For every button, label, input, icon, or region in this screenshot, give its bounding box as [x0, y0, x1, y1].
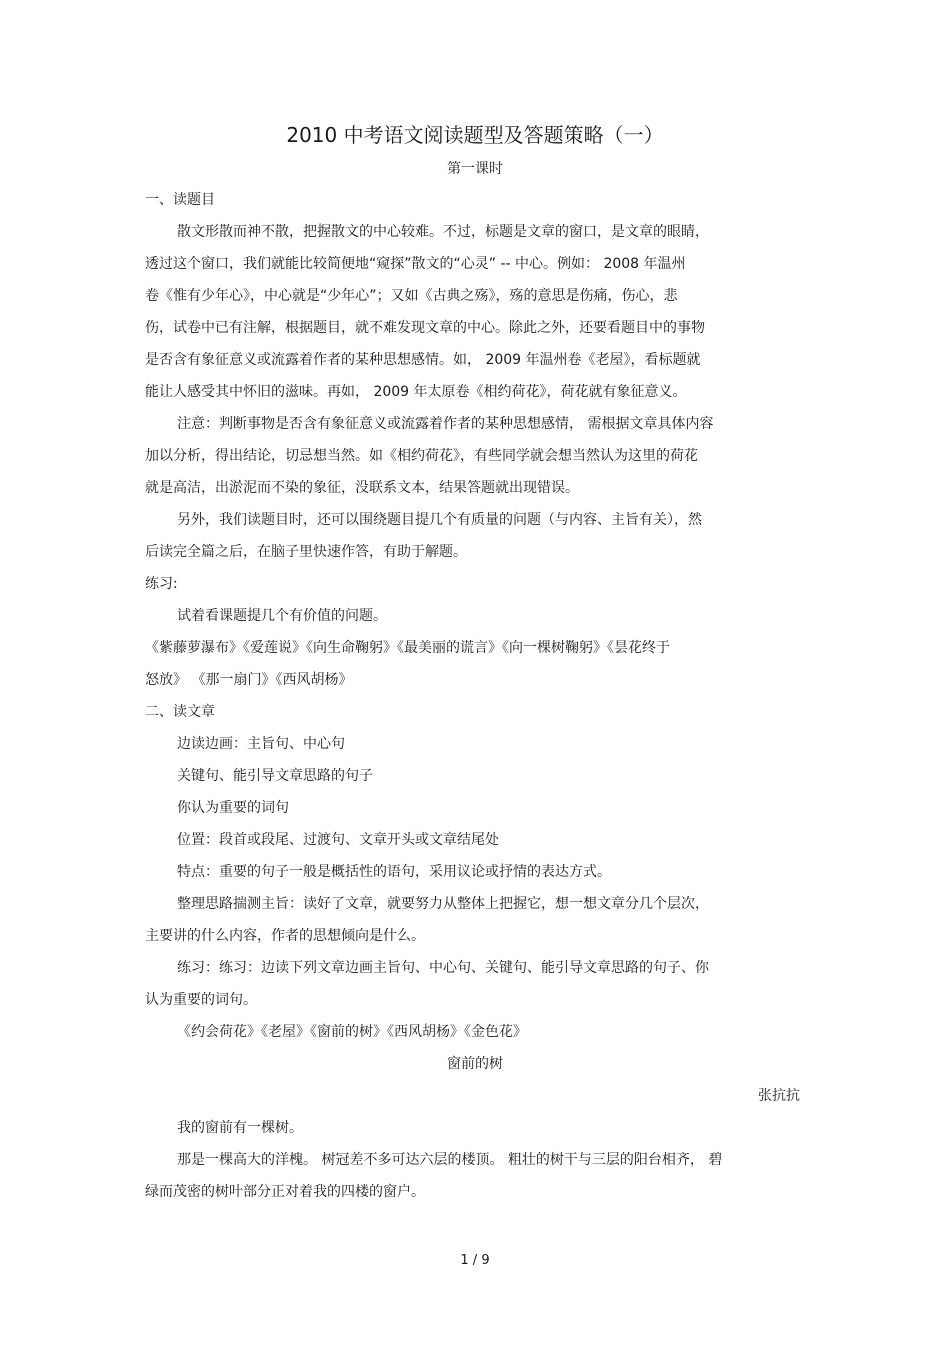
- paragraph-line: 认为重要的词句。: [145, 992, 257, 1008]
- document-title: 2010 中考语文阅读题型及答题策略（一）: [286, 123, 664, 147]
- article-paragraph: 我的窗前有一棵树。: [177, 1120, 303, 1136]
- list-item: 你认为重要的词句: [177, 800, 289, 816]
- paragraph-line: 是否含有象征意义或流露着作者的某种思想感情。如， 2009 年温州卷《老屋》，看标题就: [145, 352, 701, 368]
- exercise-task: 试着看课题提几个有价值的问题。: [177, 608, 387, 624]
- note-line: 加以分析，得出结论，切忌想当然。如《相约荷花》，有些同学就会想当然认为这里的荷花: [145, 448, 698, 464]
- paragraph-line: 能让人感受其中怀旧的滋味。再如， 2009 年太原卷《相约荷花》，荷花就有象征意义。: [145, 384, 687, 400]
- list-item: 边读边画：主旨句、中心句: [177, 736, 345, 752]
- note-line: 注意：判断事物是否含有象征意义或流露着作者的某种思想感情， 需根据文章具体内容: [177, 416, 714, 432]
- list-item: 特点：重要的句子一般是概括性的语句，采用议论或抒情的表达方式。: [177, 864, 611, 880]
- paragraph-line: 整理思路揣测主旨：读好了文章，就要努力从整体上把握它，想一想文章分几个层次，: [177, 896, 709, 912]
- paragraph-line: 主要讲的什么内容，作者的思想倾向是什么。: [145, 928, 425, 944]
- paragraph-line: 另外，我们读题目时，还可以围绕题目提几个有质量的问题（与内容、主旨有关），然: [177, 512, 702, 528]
- document-subtitle: 第一课时: [447, 161, 503, 177]
- paragraph-line: 散文形散而神不散，把握散文的中心较难。不过，标题是文章的窗口，是文章的眼睛，: [177, 224, 709, 240]
- section-heading-2: 二、读文章: [145, 704, 215, 720]
- exercise-titles: 《紫藤萝瀑布》《爱莲说》《向生命鞠躬》《最美丽的谎言》《向一棵树鞠躬》《昙花终于: [145, 640, 670, 656]
- paragraph-line: 卷《惟有少年心》，中心就是“少年心”；又如《古典之殇》，殇的意思是伤痛，伤心，悲: [145, 288, 678, 304]
- paragraph-line: 透过这个窗口，我们就能比较简便地“窥探”散文的“心灵” -- 中心。例如： 2008 年温州: [145, 256, 686, 272]
- list-item: 关键句、能引导文章思路的句子: [177, 768, 373, 784]
- article-paragraph: 那是一棵高大的洋槐。 树冠差不多可达六层的楼顶。 粗壮的树干与三层的阳台相齐， 碧: [177, 1152, 723, 1168]
- section-heading-1: 一、读题目: [145, 192, 215, 208]
- paragraph-line: 练习：练习：边读下列文章边画主旨句、中心句、关键句、能引导文章思路的句子、你: [177, 960, 709, 976]
- exercise-titles: 怒放》 《那一扇门》《西风胡杨》: [145, 672, 353, 688]
- article-author: 张抗抗: [758, 1088, 800, 1104]
- note-line: 就是高洁，出淤泥而不染的象征，没联系文本，结果答题就出现错误。: [145, 480, 579, 496]
- paragraph-line: 后读完全篇之后，在脑子里快速作答，有助于解题。: [145, 544, 467, 560]
- article-title: 窗前的树: [447, 1056, 503, 1072]
- list-item: 位置：段首或段尾、过渡句、文章开头或文章结尾处: [177, 832, 499, 848]
- paragraph-line: 伤，试卷中已有注解，根据题目，就不难发现文章的中心。除此之外，还要看题目中的事物: [145, 320, 705, 336]
- article-list: 《约会荷花》《老屋》《窗前的树》《西风胡杨》《金色花》: [177, 1024, 527, 1040]
- article-paragraph: 绿而茂密的树叶部分正对着我的四楼的窗户。: [145, 1184, 425, 1200]
- page-number: 1 / 9: [460, 1253, 490, 1268]
- exercise-label: 练习:: [145, 576, 178, 592]
